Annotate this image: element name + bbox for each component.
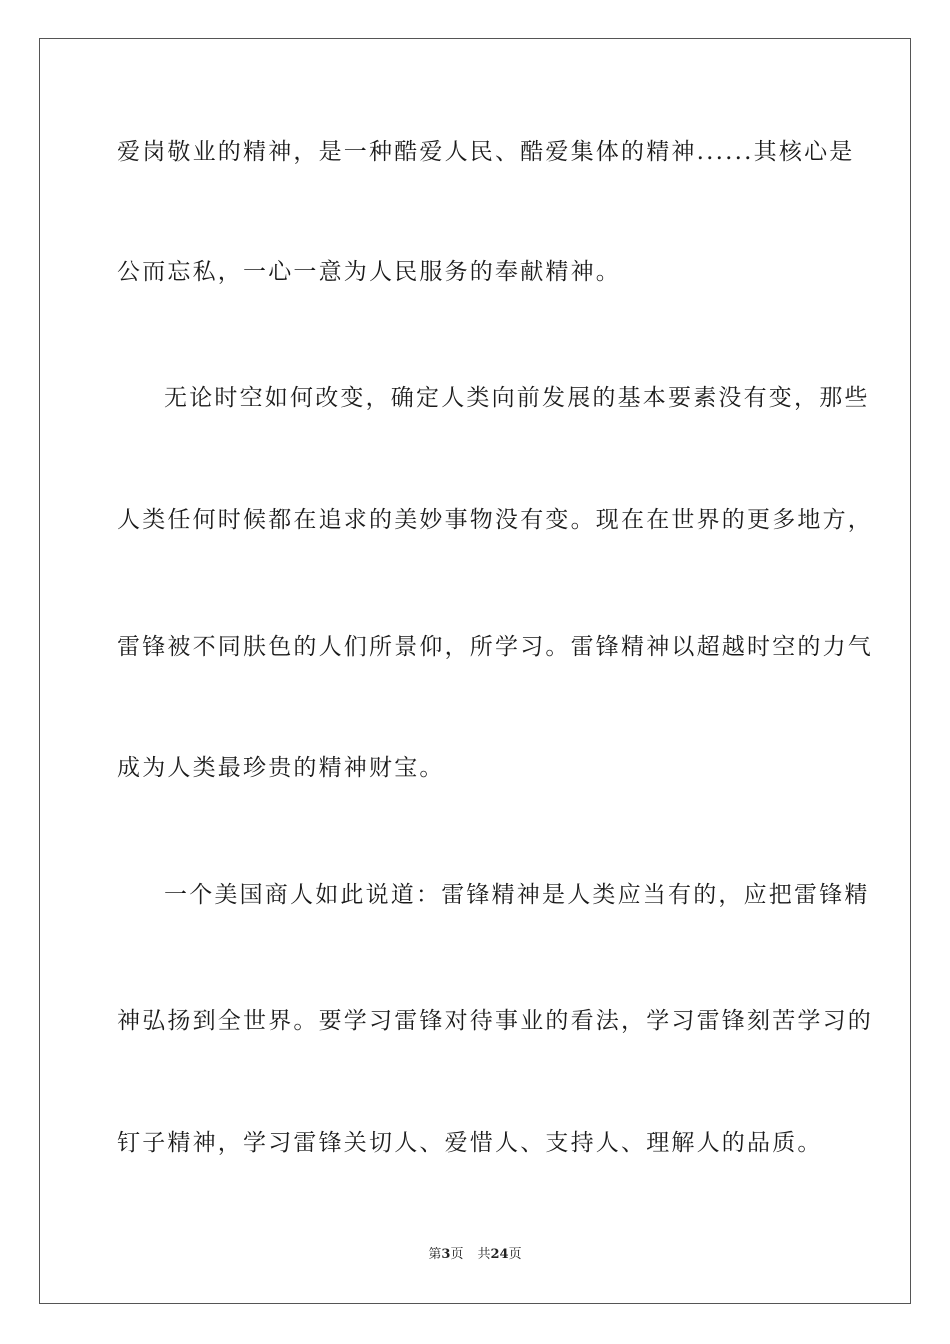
paragraph-line: 一个美国商人如此说道：雷锋精神是人类应当有的，应把雷锋精: [164, 882, 870, 908]
page-prefix: 第: [428, 1247, 442, 1262]
paragraph-line: 成为人类最珍贵的精神财宝。: [117, 755, 445, 781]
paragraph-line: 神弘扬到全世界。要学习雷锋对待事业的看法，学习雷锋刻苦学习的: [117, 1008, 873, 1034]
paragraph-line: 雷锋被不同肤色的人们所景仰，所学习。雷锋精神以超越时空的力气: [117, 634, 873, 660]
paragraph-line: 钉子精神，学习雷锋关切人、爱惜人、支持人、理解人的品质。: [117, 1130, 823, 1156]
page-border: [39, 38, 911, 1304]
current-page-number: 3: [441, 1247, 451, 1262]
page-unit: 页: [450, 1247, 464, 1262]
page-footer: [0, 1246, 950, 1264]
paragraph-line: 爱岗敬业的精神，是一种酷爱人民、酷爱集体的精神......其核心是: [117, 139, 855, 165]
paragraph-line: 人类任何时候都在追求的美妙事物没有变。现在在世界的更多地方，: [117, 507, 873, 533]
total-unit: 页: [508, 1247, 522, 1262]
paragraph-line: 公而忘私，一心一意为人民服务的奉献精神。: [117, 259, 621, 285]
total-prefix: 共: [477, 1247, 491, 1262]
total-page-count: 24: [490, 1247, 509, 1262]
paragraph-line: 无论时空如何改变，确定人类向前发展的基本要素没有变，那些: [164, 385, 870, 411]
